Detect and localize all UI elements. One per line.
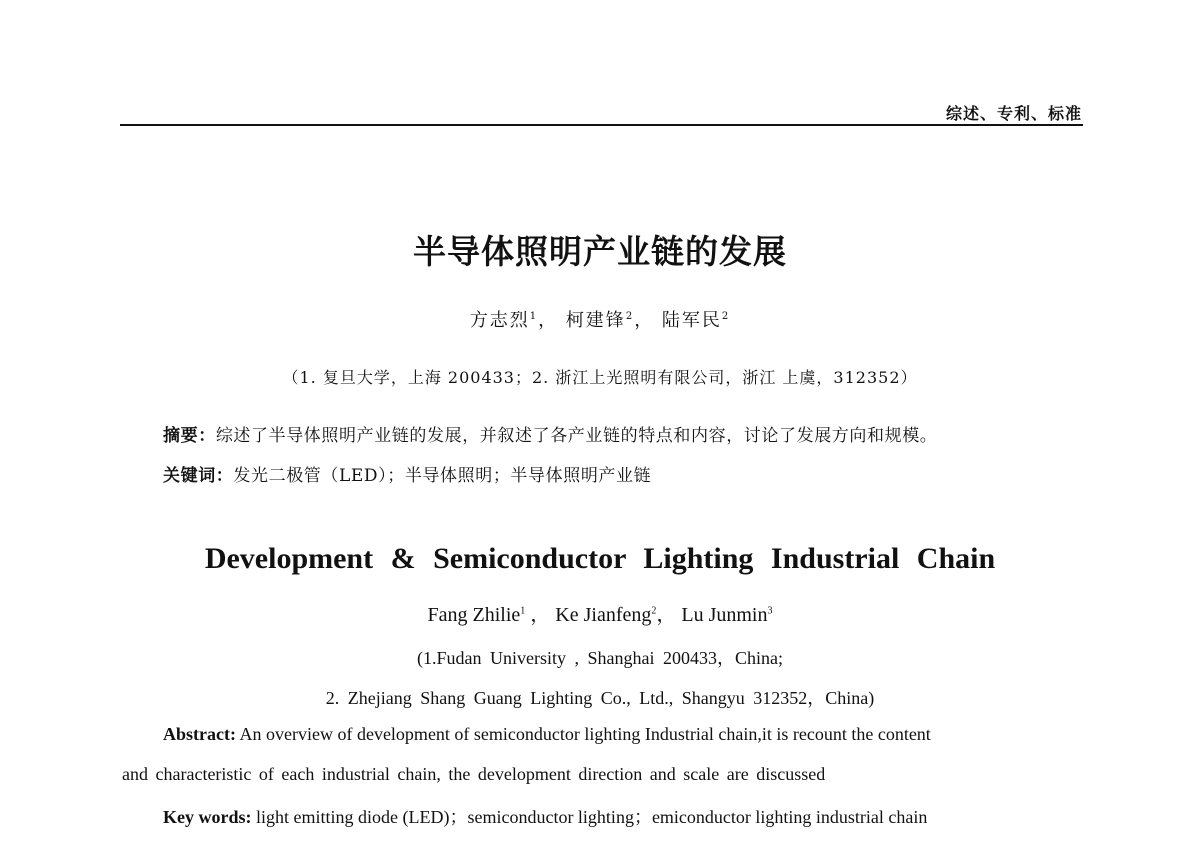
author-affil-mark: 3 — [767, 605, 773, 617]
abstract-text: An overview of development of semiconductor lighting Industrial chain,it is recount the content — [235, 724, 931, 744]
english-affiliation-line1: (1.Fudan University , Shanghai 200433，China; — [417, 648, 783, 668]
abstract-label: 摘要： — [163, 426, 216, 446]
english-abstract-line1 — [163, 724, 931, 745]
chinese-authors — [0, 306, 1200, 332]
author-separator: ， — [634, 310, 655, 331]
english-authors — [0, 598, 1200, 627]
abstract-text: 综述了半导体照明产业链的发展，并叙述了各产业链的特点和内容，讨论了发展方向和规模。 — [215, 426, 938, 446]
author-name: Fang Zhilie — [427, 604, 521, 626]
author-separator: ， — [538, 310, 559, 331]
keywords-text: 发光二极管（LED）；半导体照明；半导体照明产业链 — [233, 466, 652, 486]
author-affil-mark: 1 — [529, 311, 539, 322]
keywords-text: light emitting diode (LED)；semiconductor lighting；emiconductor lighting industrial chain — [251, 807, 928, 827]
author-separator: ， — [525, 604, 556, 626]
chinese-abstract — [163, 421, 937, 446]
english-affiliation-line2: 2. Zhejiang Shang Guang Lighting Co., Ltd., Shangyu 312352，China) — [325, 688, 875, 708]
header-rule — [120, 124, 1083, 126]
english-title: Development & Semiconductor Lighting Industrial Chain — [204, 542, 996, 575]
chinese-affiliation: （1. 复旦大学，上海 200433；2. 浙江上光照明有限公司，浙江 上虞，312352） — [282, 368, 918, 387]
author-affil-mark: 2 — [651, 605, 657, 617]
author-separator: ， — [656, 604, 682, 626]
chinese-keywords — [163, 461, 651, 486]
section-header: 综述、专利、标准 — [945, 104, 1082, 123]
keywords-label: 关键词： — [163, 466, 234, 486]
chinese-title: 半导体照明产业链的发展 — [413, 232, 787, 271]
author-name: Ke Jianfeng — [555, 604, 652, 626]
author-affil-mark: 2 — [721, 311, 731, 322]
author-name: Lu Junmin — [681, 604, 768, 626]
english-abstract-line2: and characteristic of each industrial chain, the development direction and scale are discussed — [122, 764, 826, 784]
english-keywords — [163, 803, 927, 829]
author-name: 柯建锋 — [565, 310, 626, 331]
keywords-label: Key words: — [163, 807, 252, 827]
author-affil-mark: 1 — [520, 605, 526, 617]
author-name: 方志烈 — [469, 310, 530, 331]
author-affil-mark: 2 — [625, 311, 635, 322]
abstract-label: Abstract: — [163, 724, 236, 744]
author-name: 陆军民 — [661, 310, 722, 331]
